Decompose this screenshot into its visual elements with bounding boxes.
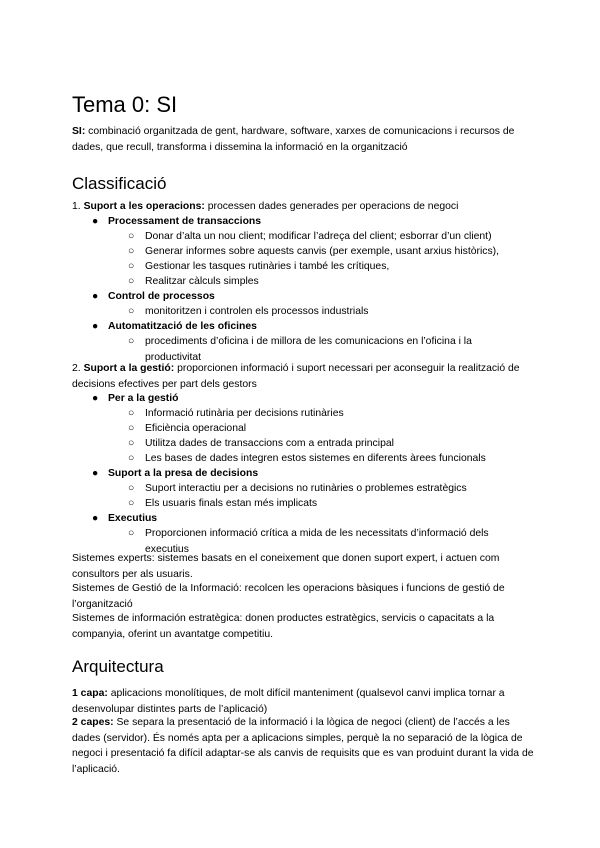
intro-term: SI: [72, 126, 86, 137]
sublist-label: Executius [108, 513, 158, 524]
section-heading-classificacio: Classificació [72, 174, 167, 193]
circle-bullet-icon: ○ [128, 246, 135, 257]
list-item: Donar d’alta un nou client; modificar l’adreça del client; esborrar d’un client) [145, 231, 492, 242]
paragraph: Sistemes experts: sistemes basats en el coneixement que donen suport expert, i actuen com consultors per als usuaris. [72, 553, 500, 580]
circle-bullet-icon: ○ [128, 231, 135, 242]
list-item: monitoritzen i controlen els processos industrials [145, 306, 369, 317]
list-item: Generar informes sobre aquests canvis (per exemple, usant arxius històrics), [145, 246, 500, 257]
list-number: 2. [72, 363, 81, 374]
list-item: Proporcionen informació crítica a mida de les necessitats d’informació dels executius [145, 528, 489, 555]
sublist-label: Per a la gestió [108, 393, 179, 404]
circle-bullet-icon: ○ [128, 408, 135, 419]
list-item-label: Suport a les operacions: [83, 201, 205, 212]
list-item-text: processen dades generades per operacions de negoci [204, 201, 459, 212]
list-item: Realitzar càlculs simples [145, 276, 259, 287]
circle-bullet-icon: ○ [128, 528, 135, 539]
list-item: Els usuaris finals estan més implicats [145, 498, 318, 509]
paragraph [72, 686, 534, 717]
sublist-label: Control de processos [108, 291, 215, 302]
circle-bullet-icon: ○ [128, 261, 135, 272]
circle-bullet-icon: ○ [128, 336, 135, 347]
paragraph: Sistemes de información estratègica: donen productes estratègics, servicis o capacitats a la companyia, oferint un avantatge competitiu. [72, 613, 495, 640]
intro-paragraph [72, 124, 534, 155]
section-heading-arquitectura: Arquitectura [72, 657, 164, 676]
sublist-label: Suport a la presa de decisions [108, 468, 259, 479]
circle-bullet-icon: ○ [128, 498, 135, 509]
bullet-icon: ● [92, 216, 99, 227]
circle-bullet-icon: ○ [128, 276, 135, 287]
bullet-icon: ● [92, 468, 99, 479]
list-item: Gestionar les tasques rutinàries i també les crítiques, [145, 261, 390, 272]
list-item-1 [72, 199, 458, 215]
list-item-label: Suport a la gestió: [83, 363, 175, 374]
list-item: Utilitza dades de transaccions com a entrada principal [145, 438, 394, 449]
list-number: 1. [72, 201, 81, 212]
bullet-icon: ● [92, 513, 99, 524]
bullet-icon: ● [92, 393, 99, 404]
circle-bullet-icon: ○ [128, 483, 135, 494]
arch-label: 2 capes: [72, 717, 114, 728]
circle-bullet-icon: ○ [128, 423, 135, 434]
arch-text: aplicacions monolítiques, de molt difícil manteniment (qualsevol canvi implica tornar a desenvolupar distintes parts de l’aplicació) [72, 688, 505, 715]
paragraph: Sistemes de Gestió de la Informació: recolcen les operacions bàsiques i funcions de gestió de l’organització [72, 583, 505, 610]
list-item: procediments d’oficina i de millora de les comunicacions en l’oficina i la productivitat [145, 336, 472, 363]
arch-label: 1 capa: [72, 688, 108, 699]
list-item: Les bases de dades integren estos sistemes en diferents àrees funcionals [145, 453, 486, 464]
bullet-icon: ● [92, 321, 99, 332]
arch-text: Se separa la presentació de la informació i la lògica de negoci (client) de l’accés a les dades (servidor). És només apta per a aplicacions simples, perquè la no separació de la lògica de negoci i presentació fa difícil adaptar-se als canvis de requisits que es van produint durant la vida de l’aplicació. [72, 717, 534, 775]
paragraph [72, 715, 534, 777]
sublist-label: Automatització de les oficines [108, 321, 257, 332]
list-item: Suport interactiu per a decisions no rutinàries o problemes estratègics [145, 483, 467, 494]
list-item-2 [72, 361, 534, 392]
circle-bullet-icon: ○ [128, 453, 135, 464]
page-title: Tema 0: SI [72, 92, 178, 117]
intro-text: combinació organitzada de gent, hardware, software, xarxes de comunicacions i recursos de dades, que recull, transforma i dissemina la informació en la organització [72, 126, 515, 153]
sublist-label: Processament de transaccions [108, 216, 262, 227]
list-item-text: proporcionen informació i suport necessari per aconseguir la realització de decisions efectives per part dels gestors [72, 363, 520, 390]
circle-bullet-icon: ○ [128, 438, 135, 449]
circle-bullet-icon: ○ [128, 306, 135, 317]
list-item: Informació rutinària per decisions rutinàries [145, 408, 344, 419]
bullet-icon: ● [92, 291, 99, 302]
list-item: Eficiència operacional [145, 423, 247, 434]
